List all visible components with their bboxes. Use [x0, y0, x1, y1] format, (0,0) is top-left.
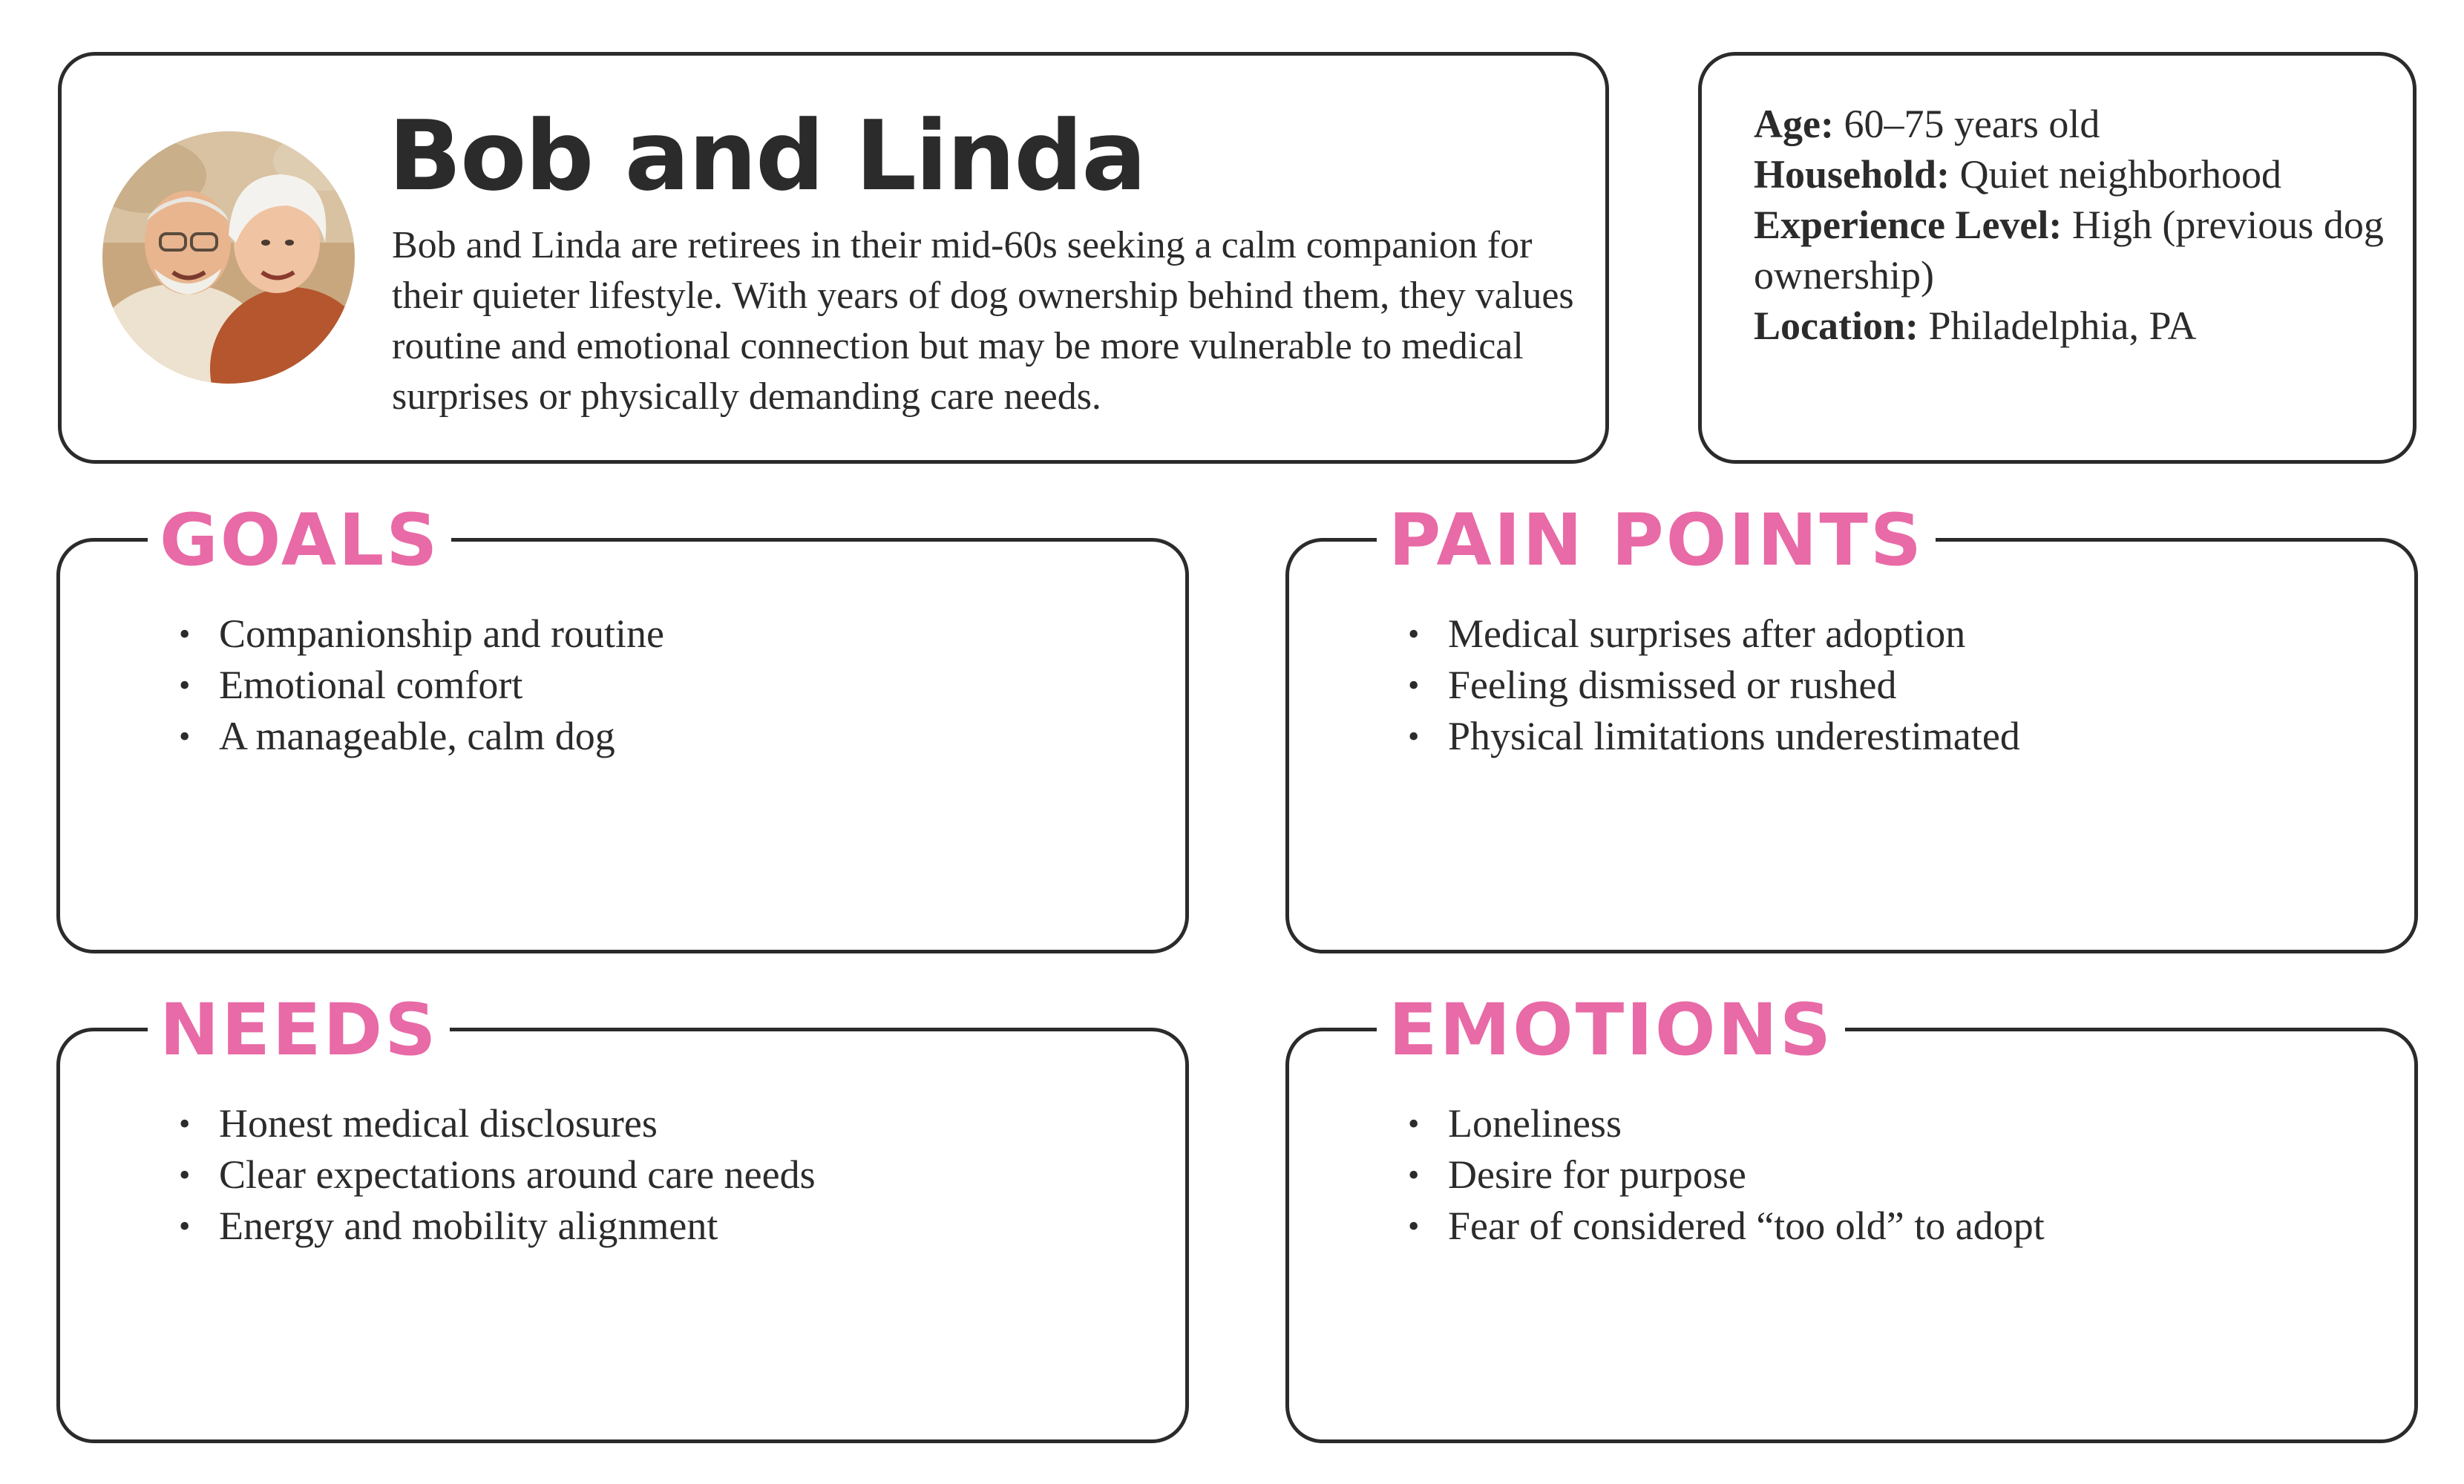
emotions-card	[1285, 988, 2418, 1443]
list-item: • Medical surprises after adoption	[1408, 608, 2020, 660]
pain-points-title: PAIN POINTS	[1377, 505, 1936, 576]
list-item: • A manageable, calm dog	[179, 711, 664, 762]
elderly-couple-photo-icon	[102, 131, 355, 384]
emotions-title: EMOTIONS	[1377, 994, 1845, 1066]
goals-title: GOALS	[148, 505, 451, 576]
persona-description: Bob and Linda are retirees in their mid-60s seeking a calm companion for their quieter lifestyle. With years of dog ownership behind them, they values routine and emotional connection but may be more vulnerable to medical surprises or physically demanding care needs.	[392, 224, 1574, 418]
needs-card	[56, 988, 1189, 1443]
info-location-label: Location:	[1754, 303, 1919, 348]
pain-points-card	[1285, 499, 2418, 953]
persona-info-card	[1698, 52, 2417, 464]
list-item: • Fear of considered “too old” to adopt	[1408, 1201, 2045, 1252]
emotions-list	[1408, 1098, 2045, 1252]
info-household	[1754, 149, 2392, 200]
info-experience	[1754, 200, 2392, 301]
list-item: • Feeling dismissed or rushed	[1408, 660, 2020, 711]
list-item: • Clear expectations around care needs	[179, 1149, 816, 1201]
list-item: • Energy and mobility alignment	[179, 1201, 816, 1252]
pain-points-list	[1408, 608, 2020, 762]
info-household-value: Quiet neighborhood	[1959, 152, 2282, 197]
goals-card	[56, 499, 1189, 953]
persona-photo	[102, 131, 355, 384]
info-location	[1754, 301, 2392, 351]
list-item: • Physical limitations underestimated	[1408, 711, 2020, 762]
goals-list	[179, 608, 664, 762]
persona-name: Bob and Linda	[388, 99, 1146, 212]
info-list	[1754, 99, 2392, 351]
info-experience-value: High (previous dog ownership)	[1754, 203, 2384, 298]
list-item: • Companionship and routine	[179, 608, 664, 660]
list-item: • Honest medical disclosures	[179, 1098, 816, 1149]
persona-intro-card	[58, 52, 1609, 464]
info-age-value: 60–75 years old	[1844, 102, 2100, 146]
info-location-value: Philadelphia, PA	[1928, 303, 2197, 348]
info-household-label: Household:	[1754, 152, 1950, 197]
list-item: • Loneliness	[1408, 1098, 2045, 1149]
info-age-label: Age:	[1754, 102, 1834, 146]
needs-list	[179, 1098, 816, 1252]
info-experience-label: Experience Level:	[1754, 203, 2062, 247]
list-item: • Desire for purpose	[1408, 1149, 2045, 1201]
info-age	[1754, 99, 2392, 149]
list-item: • Emotional comfort	[179, 660, 664, 711]
needs-title: NEEDS	[148, 994, 450, 1066]
